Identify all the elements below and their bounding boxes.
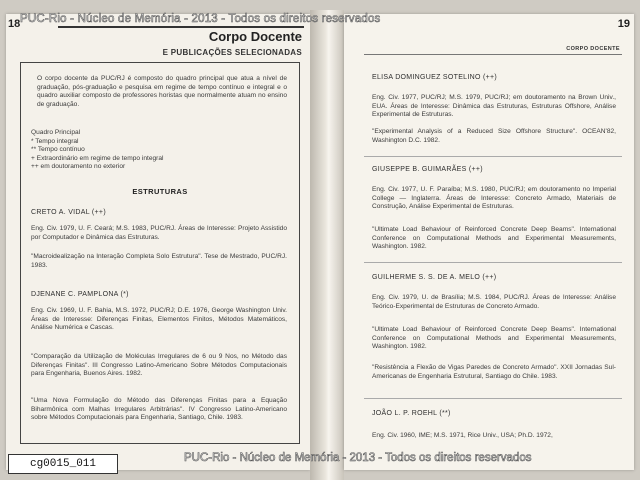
intro-paragraph: O corpo docente da PUC/RJ é composto do quadro principal que atua a nível de graduação, pós-graduação e pesquisa em regime de tempo contínuo e integral e o quadro auxiliar composto de professores horistas que normalmente atuam no ensino de graduação.	[37, 75, 287, 108]
legend-item: Quadro Principal	[31, 129, 81, 136]
faculty-name: GIUSEPPE B. GUIMARÃES (++)	[372, 166, 483, 173]
faculty-name: DJENANE C. PAMPLONA (*)	[31, 291, 129, 298]
legend-list	[31, 129, 281, 172]
publication: "Ultimate Load Behaviour of Reinforced Concrete Deep Beams". International Conference on Computational Methods and Experimental Measurements, Washington. 1982.	[372, 226, 616, 251]
legend-item: + Extraordinário em regime de tempo integral	[31, 154, 164, 162]
faculty-name: CRETO A. VIDAL (++)	[31, 209, 106, 216]
right-page-number: 19	[617, 18, 630, 30]
section-heading: ESTRUTURAS	[132, 187, 188, 196]
faculty-cv: Eng. Civ. 1977, U. F. Paraíba; M.S. 1980, PUC/RJ; em doutoramento no Imperial College — Inglaterra. Áreas de Interesse: Concreto Armado, Materiais de Construção, Análise Experimental de Estruturas.	[372, 186, 616, 211]
faculty-cv: Eng. Civ. 1979, U. de Brasília; M.S. 1984, PUC/RJ. Áreas de Interesse: Análise Teórico-Experimental de Estruturas de Concreto Armado.	[372, 294, 616, 310]
left-page	[6, 14, 310, 470]
faculty-name: ELISA DOMINGUEZ SOTELINO (++)	[372, 74, 498, 81]
watermark-bottom: PUC-Rio - Núcleo de Memória - 2013 - Todos os direitos reservados	[184, 452, 532, 464]
divider	[364, 54, 622, 55]
left-page-number: 18	[8, 18, 21, 30]
legend-item: ++ em doutoramento no exterior	[31, 163, 126, 171]
divider	[364, 262, 622, 263]
page-subtitle: E PUBLICAÇÕES SELECIONADAS	[162, 48, 302, 57]
watermark-top: PUC-Rio - Núcleo de Memória - 2013 - Todos os direitos reservados	[20, 13, 381, 25]
faculty-cv: Eng. Civ. 1969, U. F. Bahia, M.S. 1972, PUC/RJ; D.E. 1976, George Washington Univ. Áreas de Interesse: Diferenças Finitas, Elementos Finitos, Métodos Matemáticos, Análise Numérica e Cascas.	[31, 307, 287, 332]
publication: "Experimental Analysis of a Reduced Size Offshore Structure". OCEAN'82, Washington D.C. 1982.	[372, 128, 616, 144]
content-frame	[20, 62, 300, 444]
faculty-cv: Eng. Civ. 1960, IME; M.S. 1971, Rice Univ., USA; Ph.D. 1972,	[372, 432, 553, 439]
book-gutter	[310, 10, 344, 480]
publication: "Ultimate Load Behaviour of Reinforced Concrete Deep Beams". International Conference on Computational Methods and Experimental Measurements, Washington. 1982.	[372, 326, 616, 351]
divider	[364, 156, 622, 157]
divider	[364, 398, 622, 399]
faculty-name: JOÃO L. P. ROEHL (**)	[372, 410, 451, 417]
header-rule	[58, 26, 304, 28]
running-head: CORPO DOCENTE	[566, 46, 620, 52]
legend-item: ** Tempo contínuo	[31, 146, 85, 154]
page-title: Corpo Docente	[208, 29, 302, 44]
publication: "Resistência a Flexão de Vigas Paredes de Concreto Armado". XXII Jornadas Sul-Americanas de Engenharia Estrutural, Santiago do Chile. 1983.	[372, 364, 616, 380]
faculty-cv: Eng. Civ. 1977, PUC/RJ; M.S. 1979, PUC/RJ; em doutoramento na Brown Univ., EUA. Áreas de Interesse: Dinâmica das Estruturas, Estruturas Offshore, Análise Experimental de Estruturas.	[372, 94, 616, 119]
right-page	[344, 14, 634, 470]
publication: "Comparação da Utilização de Moléculas Irregulares de 6 ou 9 Nos, no Método das Diferenças Finitas". III Congresso Latino-Americano Sobre Métodos Computacionais para Engenharia, Buenos Aires. 1982.	[31, 353, 287, 378]
faculty-cv: Eng. Civ. 1979, U. F. Ceará; M.S. 1983, PUC/RJ. Áreas de Interesse: Projeto Assistido por Computador e Dinâmica das Estruturas.	[31, 225, 287, 241]
publication: "Uma Nova Formulação do Método das Diferenças Finitas para a Equação Biharmônica com Malhas Irregulares Arbitrárias". IV Congresso Latino-Americano sobre Métodos Computacionais para Engenharia, Santiago, Chile. 1983.	[31, 397, 287, 422]
catalog-tag: cg0015_011	[8, 454, 118, 474]
publication: "Macroidealização na Interação Completa Solo Estrutura". Tese de Mestrado, PUC/RJ. 1983.	[31, 253, 287, 269]
legend-item: * Tempo integral	[31, 137, 79, 145]
faculty-name: GUILHERME S. S. DE A. MELO (++)	[372, 274, 497, 281]
